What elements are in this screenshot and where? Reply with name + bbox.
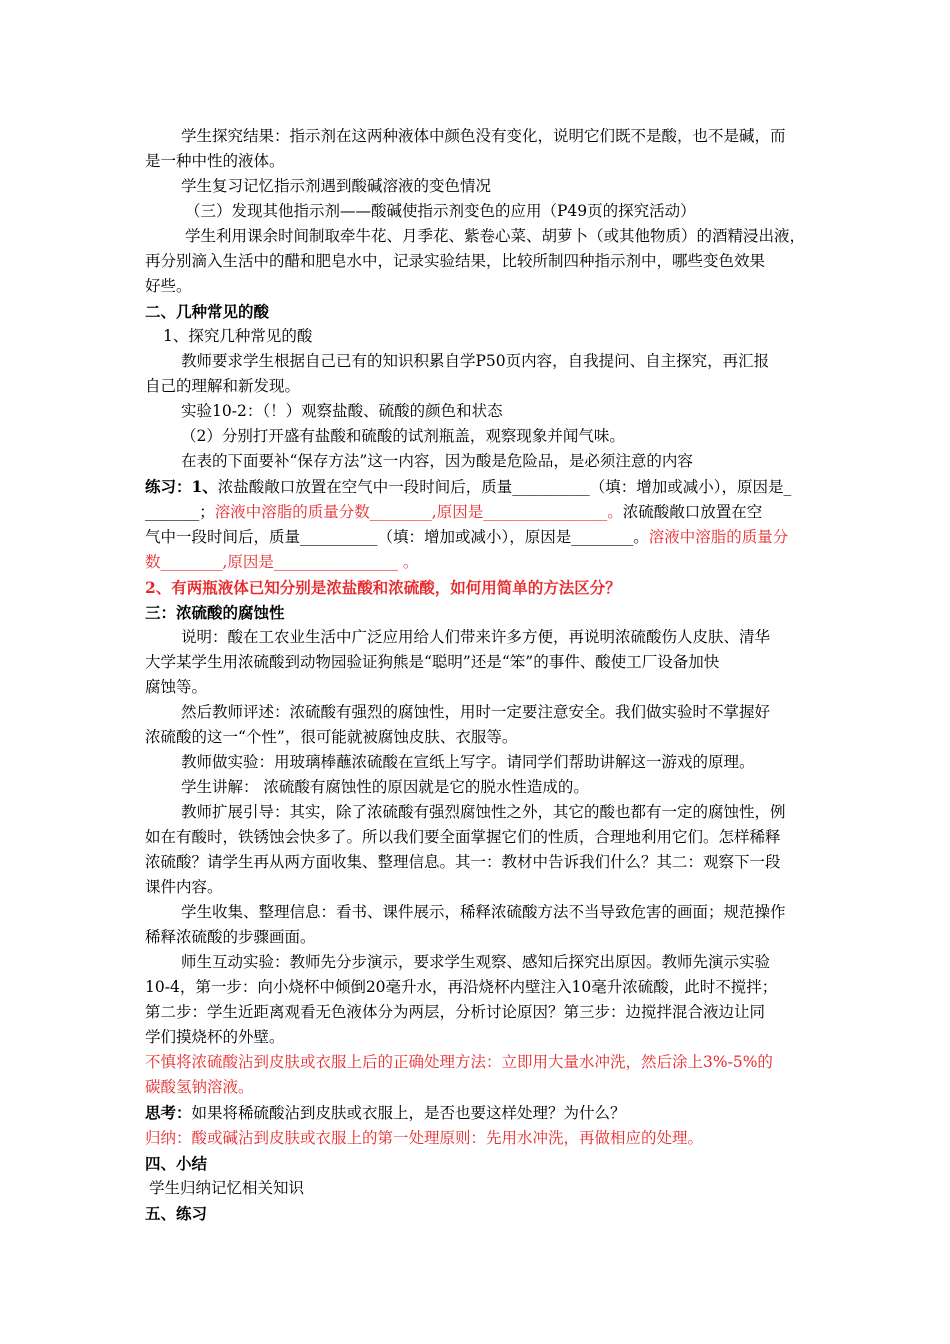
text-line: 说明：酸在工农业生活中广泛应用给人们带来许多方便，再说明浓硫酸伤人皮肤、清华 — [181, 628, 771, 646]
paragraph-section-three-sub — [145, 199, 811, 224]
paragraph-indicator-activity — [145, 224, 811, 299]
text-line — [145, 1100, 811, 1126]
text-line: 学们摸烧杯的外壁。 — [145, 1028, 285, 1046]
heading-practice — [145, 1201, 811, 1226]
text-line: 实验10-2：（！）观察盐酸、硫酸的颜色和状态 — [181, 402, 503, 420]
text-line: 师生互动实验：教师先分步演示，要求学生观察、感知后探究出原因。教师先演示实验 — [181, 953, 771, 971]
think-label: 思考： — [145, 1103, 192, 1122]
text-line — [145, 500, 811, 525]
heading-common-acids — [145, 299, 811, 324]
heading-corrosiveness — [145, 600, 811, 625]
text-line — [145, 525, 811, 550]
paragraph-interactive-experiment — [145, 950, 811, 1050]
text-line: 浓硫酸的这一“个性”，很可能就被腐蚀皮肤、衣服等。 — [145, 728, 518, 746]
text-line: （三）发现其他指示剂——酸碱使指示剂变色的应用（P49页的探究活动） — [185, 202, 696, 220]
text-line: 好些。 — [145, 277, 192, 295]
exercise-block — [145, 474, 811, 575]
heading-summary — [145, 1151, 811, 1176]
exercise-text-red: 溶液中溶脂的质量分数________,原因是________________。 — [214, 503, 623, 521]
text-line: 碳酸氢钠溶液。 — [145, 1078, 254, 1096]
text-line: 第二步：学生近距离观看无色液体分为两层，分析讨论原因？第三步：边搅拌混合液边让同 — [145, 1003, 766, 1021]
exercise-text: 气中一段时间后，质量__________（填：增加或减小），原因是________。 — [145, 528, 649, 546]
text-line: 稀释浓硫酸的步骤画面。 — [145, 928, 316, 946]
paragraph-teacher-experiment — [145, 750, 811, 775]
text-line: 学生探究结果：指示剂在这两种液体中颜色没有变化，说明它们既不是酸，也不是碱，而 — [181, 127, 786, 145]
think-text: 如果将稀硫酸沾到皮肤或衣服上，是否也要这样处理？为什么？ — [191, 1104, 626, 1122]
text-line: 数________,原因是________________ 。 — [145, 553, 419, 571]
paragraph-student-summary — [145, 1176, 811, 1201]
heading-text: 二、几种常见的酸 — [145, 302, 270, 321]
paragraph-student-explain — [145, 775, 811, 800]
exercise-text: 浓盐酸敞口放置在空气中一段时间后，质量__________（填：增加或减小），原因是_ — [217, 478, 792, 496]
paragraph-explanation — [145, 625, 811, 700]
paragraph-experiment — [145, 399, 811, 424]
paragraph-teacher-request — [145, 349, 811, 399]
text-line: 学生复习记忆指示剂遇到酸碱溶液的变色情况 — [181, 177, 492, 195]
heading-text: 三：浓硫酸的腐蚀性 — [145, 603, 285, 622]
text-line — [145, 474, 811, 500]
text-line: 在表的下面要补“保存方法”这一内容，因为酸是危险品，是必须注意的内容 — [181, 452, 693, 470]
think-question — [145, 1100, 811, 1126]
text-line: 大学某学生用浓硫酸到动物园验证狗熊是“聪明”还是“笨”的事件、酸使工厂设备加快 — [145, 653, 720, 671]
text-line: 1、探究几种常见的酸 — [163, 327, 313, 345]
text-line: 自己的理解和新发现。 — [145, 377, 301, 395]
heading-text: 四、小结 — [145, 1154, 208, 1173]
text-line: 学生收集、整理信息：看书、课件展示，稀释浓硫酸方法不当导致危害的画面；规范操作 — [181, 903, 786, 921]
text-line: 不慎将浓硫酸沾到皮肤或衣服上后的正确处理方法：立即用大量水冲洗，然后涂上3%-5%的 — [145, 1053, 773, 1071]
text-line: 再分别滴入生活中的醋和肥皂水中，记录实验结果，比较所制四种指示剂中，哪些变色效果 — [145, 252, 766, 270]
text-line: 课件内容。 — [145, 878, 223, 896]
paragraph-review — [145, 174, 811, 199]
paragraph-student-collect — [145, 900, 811, 950]
exercise-question-2 — [145, 575, 811, 600]
text-line: 是一种中性的液体。 — [145, 152, 285, 170]
text-line: 教师要求学生根据自己已有的知识积累自学P50页内容，自我提问、自主探究，再汇报 — [181, 352, 770, 370]
subheading-explore-acids — [145, 324, 811, 349]
paragraph-storage-note — [145, 449, 811, 474]
exercise-label: 练习：1、 — [145, 477, 218, 496]
text-line: 10-4，第一步：向小烧杯中倾倒20毫升水，再沿烧杯内壁注入10毫升浓硫酸，此时不搅拌； — [145, 978, 778, 996]
text-line: 如在有酸时，铁锈蚀会快多了。所以我们要全面掌握它们的性质，合理地利用它们。怎样稀释 — [145, 828, 781, 846]
paragraph-experiment-step2 — [145, 424, 811, 449]
text-line: 归纳：酸或碱沾到皮肤或衣服上的第一处理原则：先用水冲洗，再做相应的处理。 — [145, 1129, 704, 1147]
paragraph-exploration-result — [145, 124, 811, 174]
summary-principle — [145, 1126, 811, 1151]
text-line: 学生归纳记忆相关知识 — [149, 1179, 305, 1197]
text-line: 然后教师评述：浓硫酸有强烈的腐蚀性，用时一定要注意安全。我们做实验时不掌握好 — [181, 703, 771, 721]
safety-warning — [145, 1050, 811, 1100]
paragraph-teacher-comment — [145, 700, 811, 750]
exercise-text: _______； — [145, 503, 215, 521]
text-line: 浓硫酸？请学生再从两方面收集、整理信息。其一：教材中告诉我们什么？其二：观察下一段 — [145, 853, 781, 871]
text-line: （2）分别打开盛有盐酸和硫酸的试剂瓶盖，观察现象并闻气味。 — [181, 427, 625, 445]
exercise-text-red: 溶液中溶脂的质量分 — [648, 528, 789, 546]
paragraph-teacher-extend — [145, 800, 811, 900]
document-page — [145, 124, 811, 1226]
text-line: 教师扩展引导：其实，除了浓硫酸有强烈腐蚀性之外，其它的酸也都有一定的腐蚀性，例 — [181, 803, 786, 821]
text-line: 学生利用课余时间制取牵牛花、月季花、紫卷心菜、胡萝卜（或其他物质）的酒精浸出液， — [185, 227, 806, 245]
text-line: 教师做实验：用玻璃棒蘸浓硫酸在宣纸上写字。请同学们帮助讲解这一游戏的原理。 — [181, 753, 755, 771]
text-line: 腐蚀等。 — [145, 678, 208, 696]
heading-text: 五、练习 — [145, 1204, 208, 1223]
exercise-text: 浓硫酸敞口放置在空 — [622, 503, 763, 521]
text-line: 学生讲解： 浓硫酸有腐蚀性的原因就是它的脱水性造成的。 — [181, 778, 589, 796]
text-line: 2、有两瓶液体已知分别是浓盐酸和浓硫酸，如何用简单的方法区分？ — [145, 578, 621, 597]
